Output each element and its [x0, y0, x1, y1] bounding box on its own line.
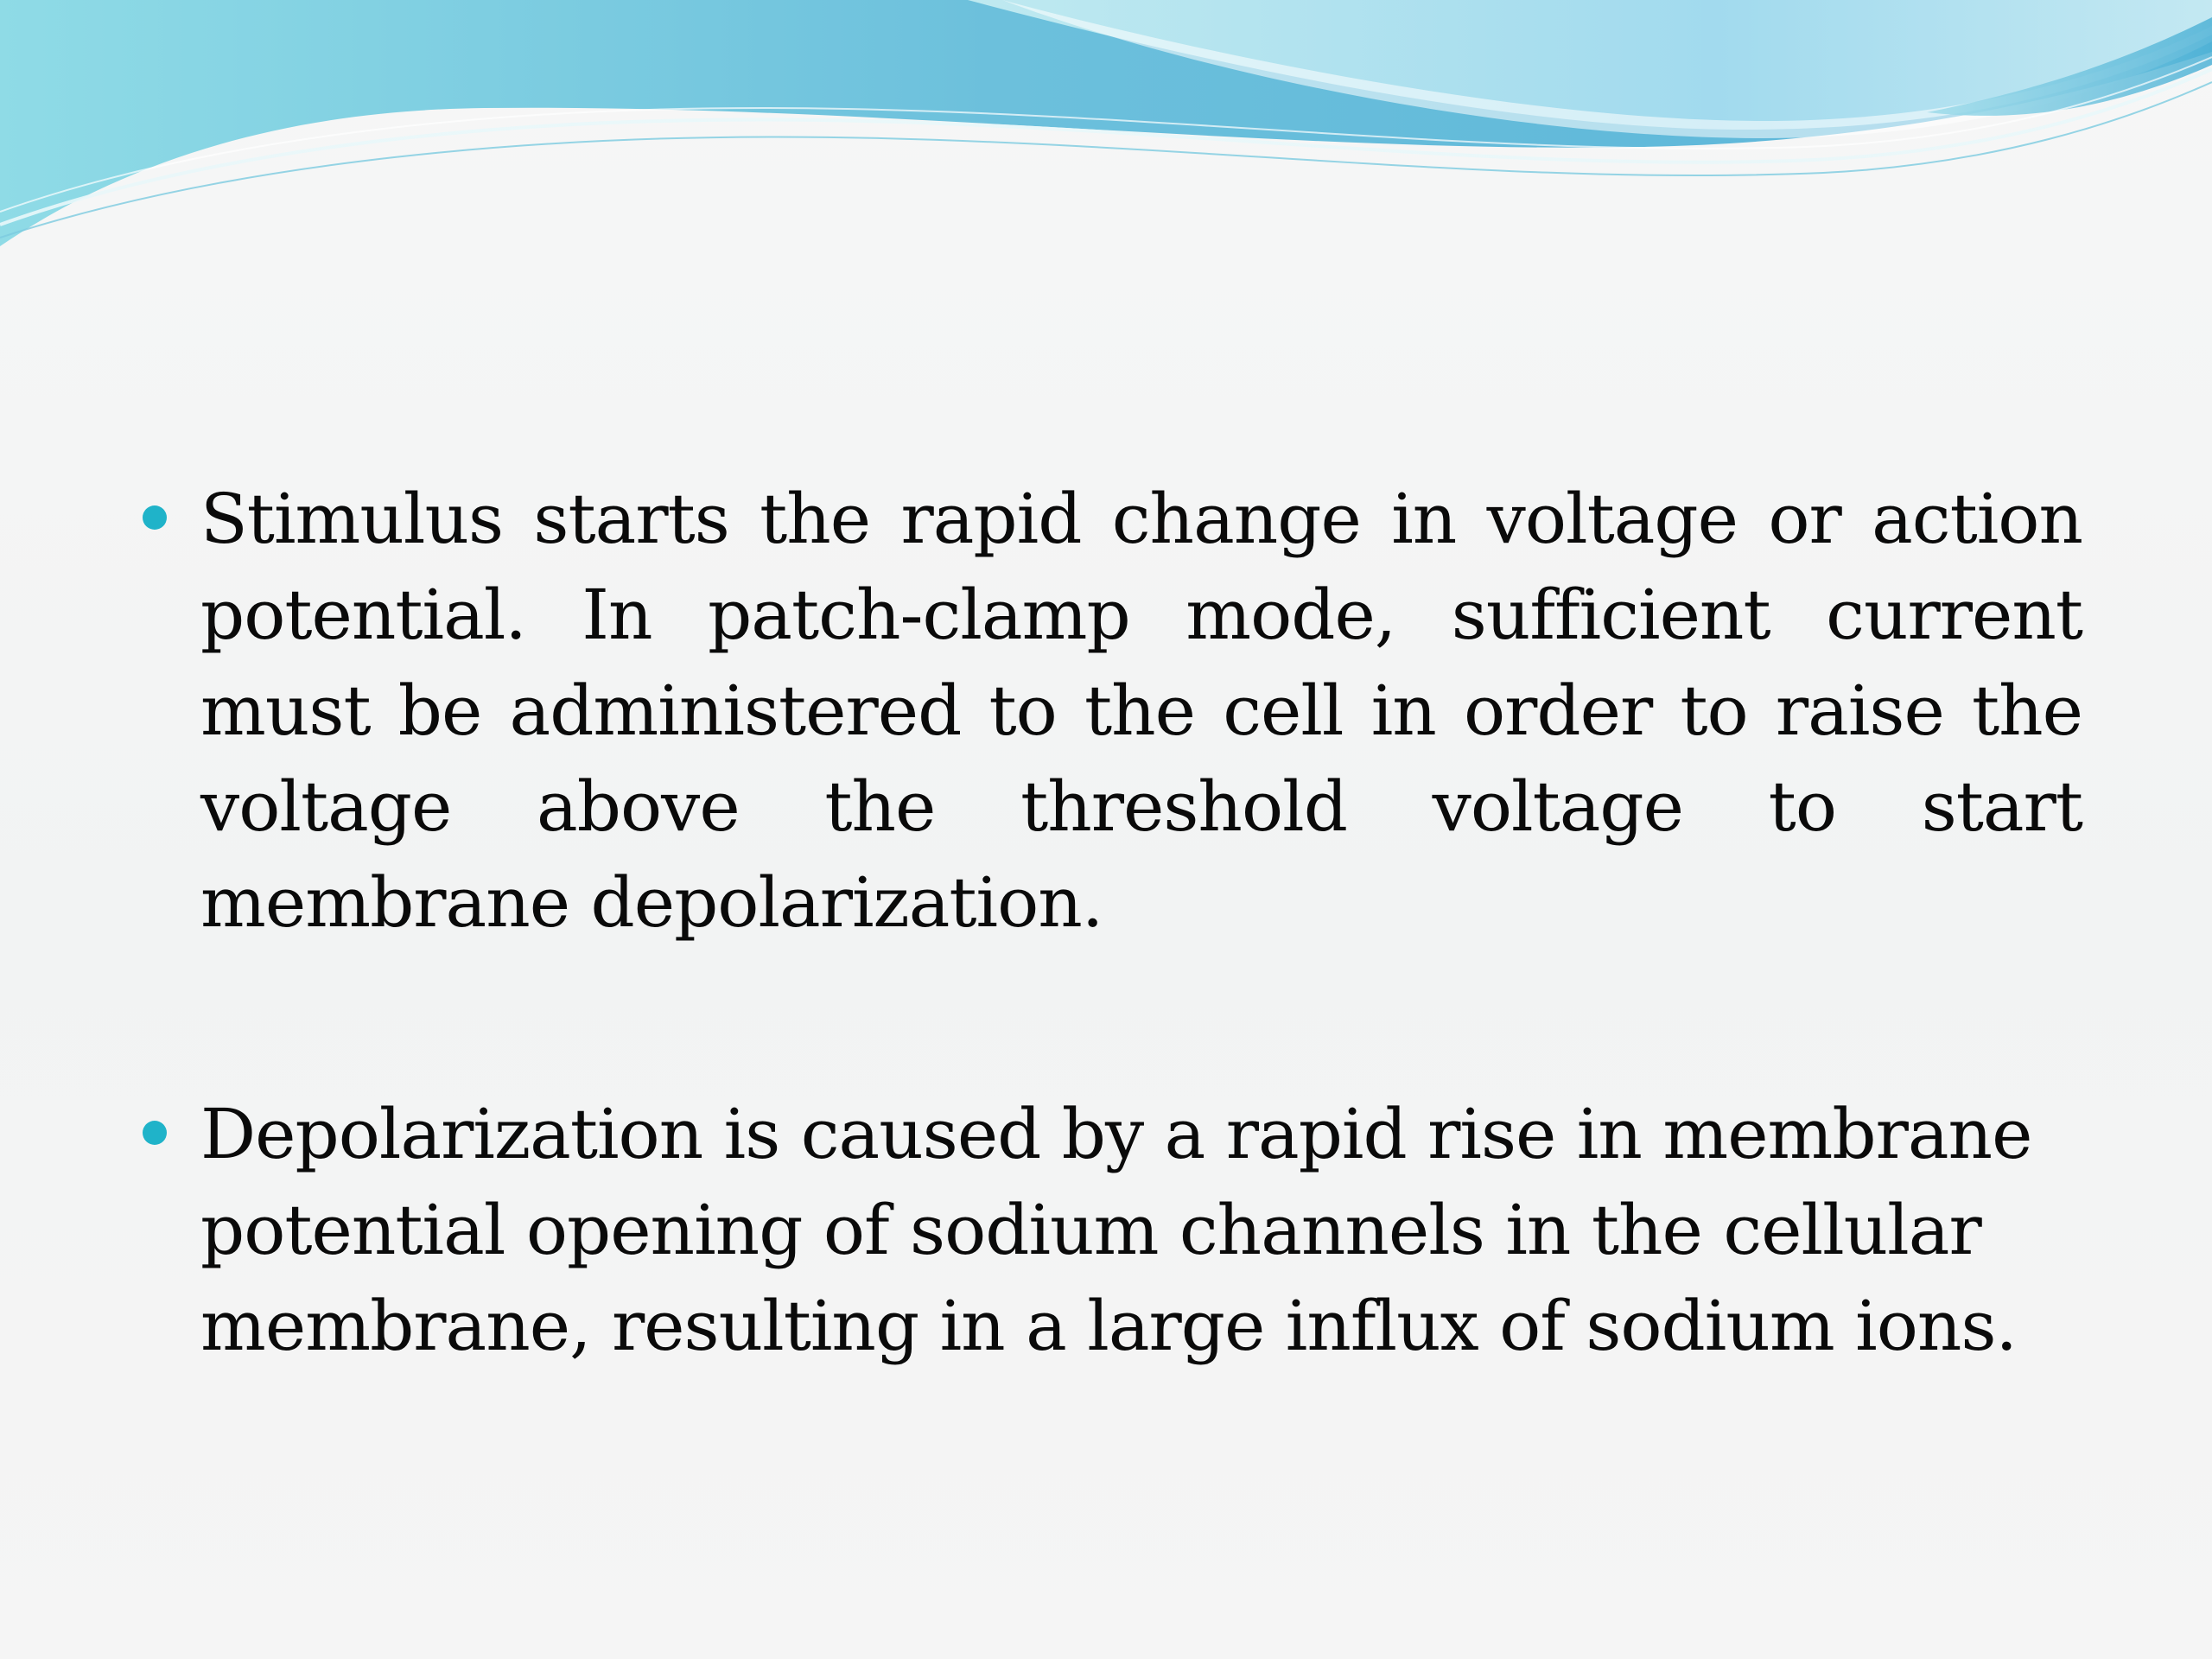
bullet-text-2: Depolarization is caused by a rapid rise in membrane potential opening of sodium channels in the cellular membrane, resulting in a large influx of sodium ions.: [200, 1094, 2032, 1366]
bullet-list: [138, 471, 2082, 1374]
bullet-dot-icon: [143, 1121, 167, 1145]
bullet-item-1: [138, 471, 2082, 950]
bullet-item-2: [138, 1086, 2082, 1374]
bullet-text-1: Stimulus starts the rapid change in voltage or action potential. In patch-clamp mode, sufficient current must be administered to the cell in order to raise the voltage above the threshold voltage to start membrane depolarization.: [200, 479, 2082, 943]
header-wave-decoration: [0, 0, 2212, 259]
bullet-dot-icon: [143, 505, 167, 530]
